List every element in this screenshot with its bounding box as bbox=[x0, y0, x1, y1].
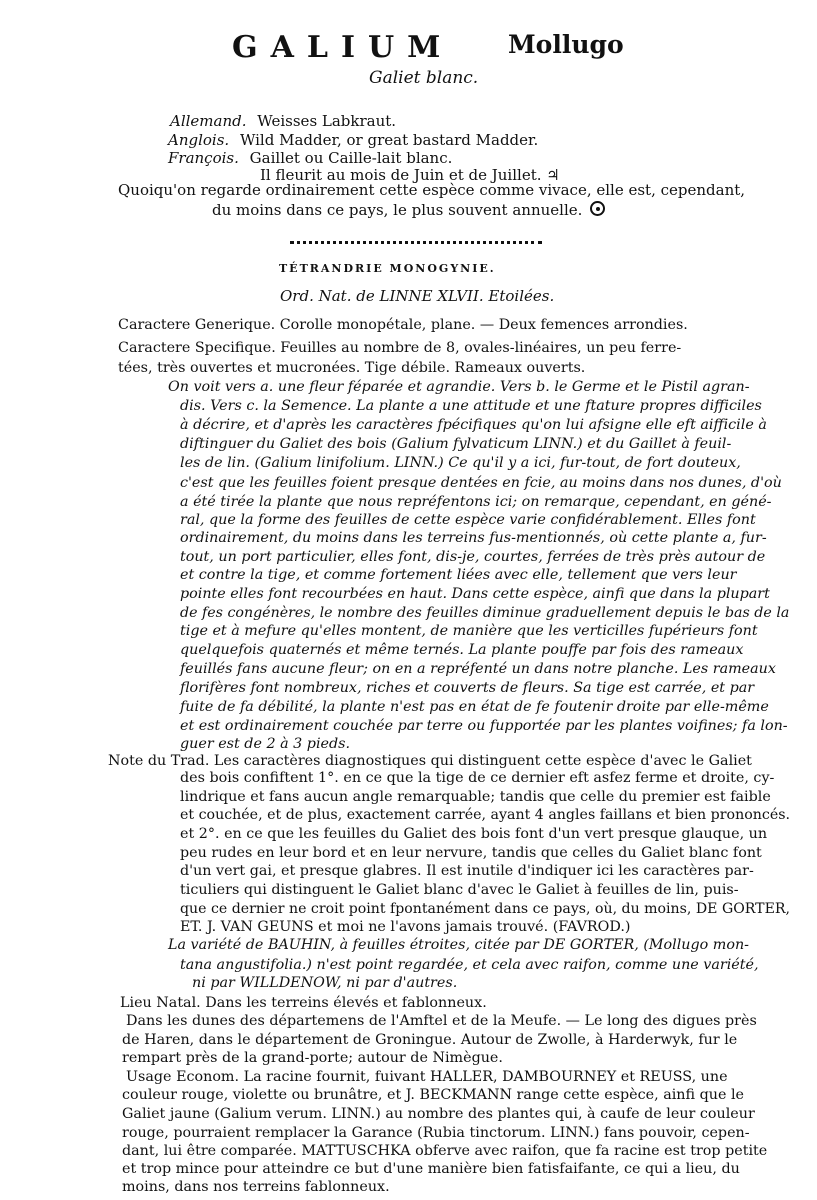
lang-label: Anglois. bbox=[168, 131, 230, 149]
body-line: diftinguer du Galiet des bois (Galium fylvaticum LINN.) et du Gaillet à feuil- bbox=[180, 436, 732, 452]
body-line: et trop mince pour atteindre ce but d'une manière bien fatisfaifante, ce qui a lieu, du bbox=[122, 1161, 740, 1177]
body-line: rempart près de la grand-porte; autour de Nimègue. bbox=[122, 1050, 503, 1066]
body-line: dant, lui être comparée. MATTUSCHKA obferve avec raifon, que fa racine est trop petite bbox=[122, 1143, 768, 1159]
body-line: des bois confiftent 1°. en ce que la tige de ce dernier eft asfez ferme et droite, cy- bbox=[180, 770, 775, 786]
body-line: Note du Trad. Les caractères diagnostiques qui distinguent cette espèce d'avec le Galiet bbox=[108, 753, 752, 769]
duration-line-2 bbox=[212, 201, 605, 218]
body-line: dis. Vers c. la Semence. La plante a une attitude et une ftature propres difficiles bbox=[180, 398, 762, 414]
common-name: Galiet blanc. bbox=[369, 68, 479, 88]
body-line: ticuliers qui distinguent le Galiet blanc d'avec le Galiet à feuilles de lin, puis- bbox=[180, 882, 739, 898]
body-line: et 2°. en ce que les feuilles du Galiet des bois font d'un vert presque glauque, un bbox=[180, 826, 768, 842]
body-line: Dans les dunes des départemens de l'Amftel et de la Meufe. — Le long des digues près bbox=[126, 1013, 757, 1029]
vernacular-english bbox=[168, 133, 538, 148]
body-line: ral, que la forme des feuilles de cette espèce varie confidérablement. Elles font bbox=[180, 512, 756, 528]
body-line: guer est de 2 à 3 pieds. bbox=[180, 736, 351, 752]
linnaean-class: TÉTRANDRIE MONOGYNIE. bbox=[279, 262, 496, 275]
body-line: et contre la tige, et comme fortement liées avec elle, tellement que vers leur bbox=[180, 567, 737, 583]
body-line: c'est que les feuilles foient presque dentées en fcie, au moins dans nos dunes, d'où bbox=[180, 475, 782, 491]
body-line: peu rudes en leur bord et en leur nervure, tandis que celles du Galiet blanc font bbox=[180, 845, 762, 861]
body-line: feuillés fans aucune fleur; on en a repréfenté un dans notre planche. Les rameaux bbox=[180, 661, 776, 677]
duration-text: du moins dans ce pays, le plus souvent annuelle. bbox=[212, 201, 583, 219]
body-line: ni par WILLDENOW, ni par d'autres. bbox=[192, 975, 458, 991]
ornament-divider bbox=[290, 241, 542, 247]
body-line: les de lin. (Galium linifolium. LINN.) Ce qu'il y a ici, fur-tout, de fort douteux, bbox=[180, 455, 741, 471]
body-line: Usage Econom. La racine fournit, fuivant HALLER, DAMBOURNEY et REUSS, une bbox=[126, 1069, 728, 1085]
body-line: de Haren, dans le département de Groningue. Autour de Zwolle, à Harderwyk, fur le bbox=[122, 1032, 738, 1048]
lang-label: Allemand. bbox=[170, 112, 247, 130]
body-line: moins, dans nos terreins fablonneux. bbox=[122, 1179, 390, 1195]
species-title: Mollugo bbox=[508, 30, 624, 59]
body-line: que ce dernier ne croit point fpontanément dans ce pays, où, du moins, DE GORTER, bbox=[180, 901, 790, 917]
vernacular-name: Weisses Labkraut. bbox=[257, 112, 397, 130]
duration-line-1: Quoiqu'on regarde ordinairement cette espèce comme vivace, elle est, cependant, bbox=[118, 181, 746, 199]
body-line: tées, très ouvertes et mucronées. Tige débile. Rameaux ouverts. bbox=[118, 360, 586, 376]
body-line: couleur rouge, violette ou brunâtre, et J. BECKMANN range cette espèce, ainfi que le bbox=[122, 1087, 744, 1103]
body-line: et est ordinairement couchée par terre ou fupportée par les plantes voifines; fa lon- bbox=[180, 718, 788, 734]
body-line: lindrique et fans aucun angle remarquable; tandis que celle du premier est faible bbox=[180, 789, 771, 805]
body-line: florifères font nombreux, riches et couverts de fleurs. Sa tige est carrée, et par bbox=[180, 680, 755, 696]
vernacular-german bbox=[170, 114, 396, 129]
vernacular-name: Gaillet ou Caille-lait blanc. bbox=[249, 149, 453, 167]
body-line: Lieu Natal. Dans les terreins élevés et fablonneux. bbox=[120, 995, 487, 1011]
annual-symbol-icon bbox=[590, 201, 605, 216]
body-line: Caractere Generique. Corolle monopétale, plane. — Deux femences arrondies. bbox=[118, 317, 688, 333]
body-line: tana angustifolia.) n'est point regardée, et cela avec raifon, comme une variété, bbox=[180, 957, 759, 973]
body-line: On voit vers a. une fleur féparée et agrandie. Vers b. le Germe et le Pistil agran- bbox=[168, 379, 750, 395]
genus-title: GALIUM bbox=[232, 30, 454, 65]
body-line: Caractere Specifique. Feuilles au nombre de 8, ovales-linéaires, un peu ferre- bbox=[118, 340, 682, 356]
body-line: de fes congénères, le nombre des feuilles diminue graduellement depuis le bas de la bbox=[180, 605, 790, 621]
body-line: fuite de fa débilité, la plante n'est pas en état de fe foutenir droite par elle-même bbox=[180, 699, 769, 715]
body-line: pointe elles font recourbées en haut. Dans cette espèce, ainfi que dans la plupart bbox=[180, 586, 770, 602]
body-line: La variété de BAUHIN, à feuilles étroites, citée par DE GORTER, (Mollugo mon- bbox=[168, 937, 750, 953]
vernacular-name: Wild Madder, or great bastard Madder. bbox=[239, 131, 539, 149]
body-line: tout, un port particulier, elles font, dis-je, courtes, ferrées de très près autour de bbox=[180, 549, 766, 565]
body-line: quelquefois quaternés et même ternés. La plante pouffe par fois des rameaux bbox=[180, 642, 744, 658]
body-line: à décrire, et d'après les caractères fpécifiques qu'on lui afsigne elle eft aifficile à bbox=[180, 417, 767, 433]
body-line: rouge, pourraient remplacer la Garance (Rubia tinctorum. LINN.) fans pouvoir, cepen- bbox=[122, 1125, 750, 1141]
perennial-symbol: ♃ bbox=[546, 166, 560, 184]
body-line: ordinairement, du moins dans les terreins fus-mentionnés, où cette plante a, fur- bbox=[180, 530, 767, 546]
flowering-text: Il fleurit au mois de Juin et de Juillet. bbox=[260, 166, 542, 184]
body-line: a été tirée la plante que nous repréfentons ici; on remarque, cependant, en géné- bbox=[180, 494, 772, 510]
body-line: d'un vert gai, et presque glabres. Il est inutile d'indiquer ici les caractères par- bbox=[180, 863, 754, 879]
lang-label: François. bbox=[168, 149, 239, 167]
body-line: ET. J. VAN GEUNS et moi ne l'avons jamais trouvé. (FAVROD.) bbox=[180, 919, 631, 935]
body-line: et couchée, et de plus, exactement carrée, ayant 4 angles faillans et bien prononcés. bbox=[180, 807, 791, 823]
natural-order: Ord. Nat. de LINNE XLVII. Etoilées. bbox=[280, 287, 555, 305]
body-line: tige et à mefure qu'elles montent, de manière que les verticilles fupérieurs font bbox=[180, 623, 758, 639]
body-line: Galiet jaune (Galium verum. LINN.) au nombre des plantes qui, à caufe de leur couleur bbox=[122, 1106, 755, 1122]
vernacular-french bbox=[168, 151, 452, 166]
